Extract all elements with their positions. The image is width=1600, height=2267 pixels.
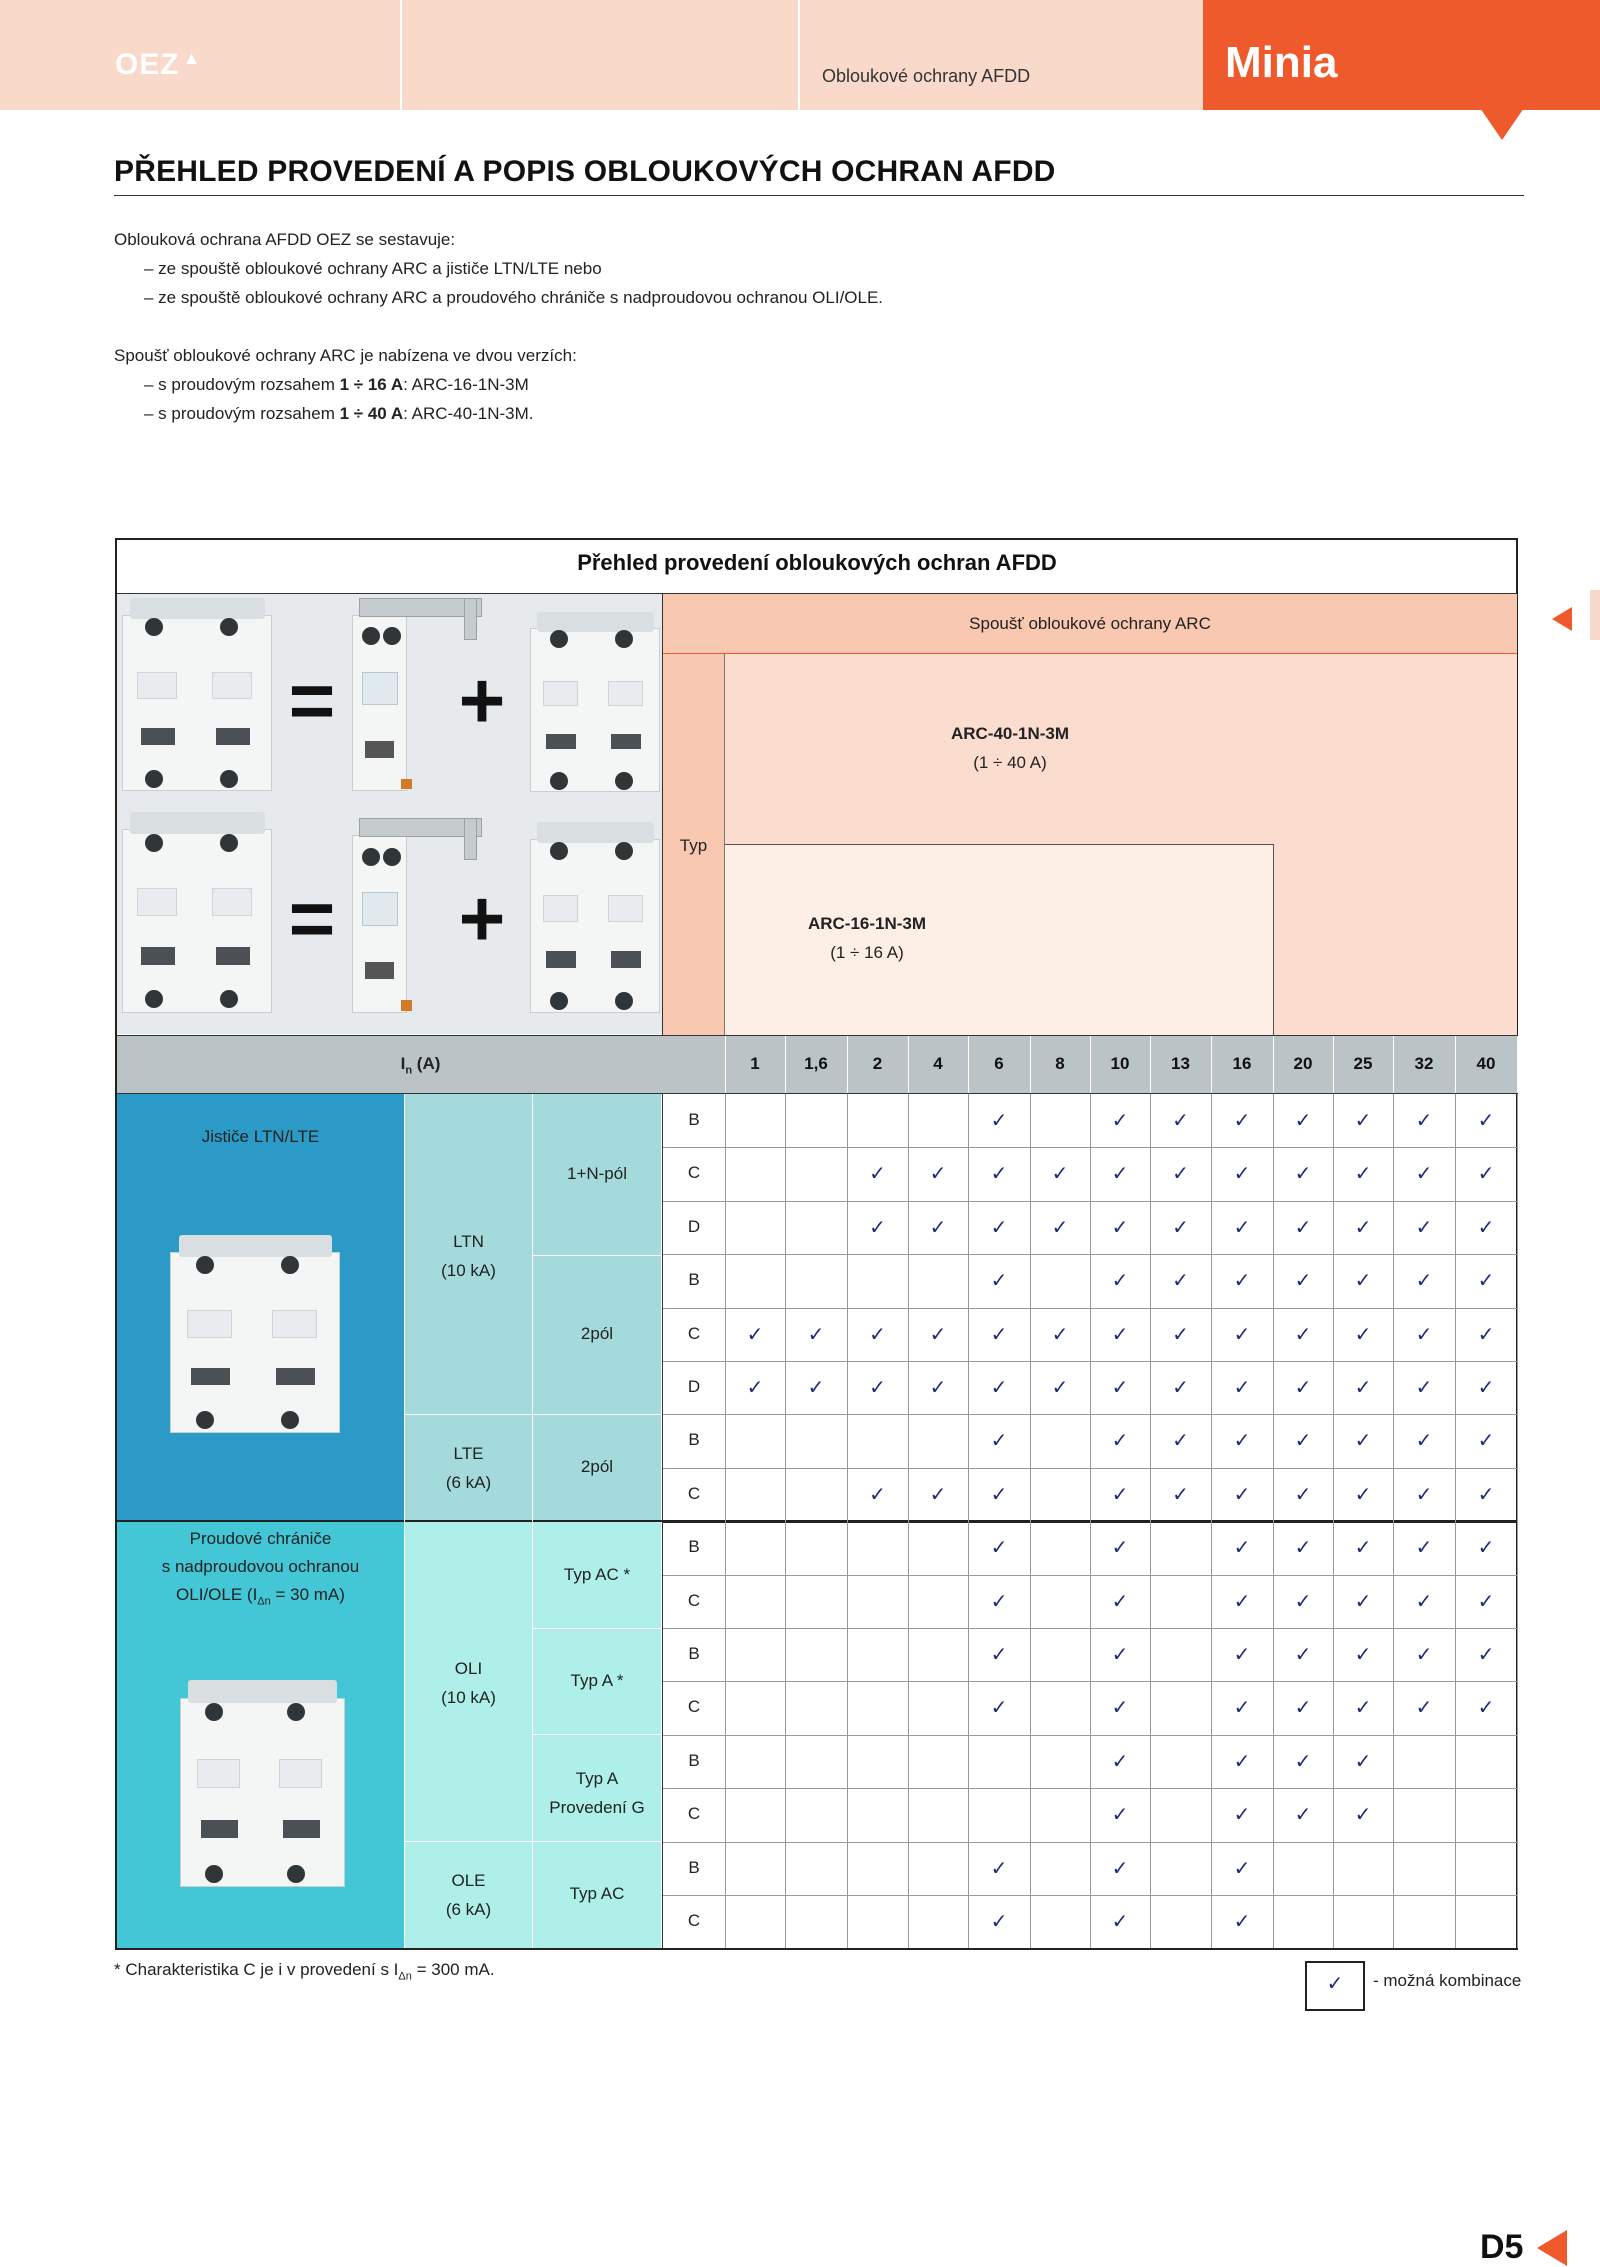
row-characteristic: B: [688, 1537, 700, 1557]
check-icon: ✓: [1354, 1323, 1372, 1346]
arc16-cell: [725, 845, 1273, 1035]
variant-label: Typ AC: [569, 1884, 625, 1903]
page-arrow-icon: [1537, 2230, 1567, 2266]
current-value: 4: [933, 1054, 943, 1073]
row-characteristic: D: [687, 1216, 701, 1236]
check-icon: ✓: [1111, 1216, 1129, 1239]
check-icon: ✓: [869, 1163, 886, 1186]
table-rule: [533, 1414, 661, 1415]
check-icon: ✓: [1172, 1163, 1189, 1186]
check-icon: ✓: [1415, 1590, 1433, 1613]
current-value: 32: [1414, 1054, 1434, 1073]
row-characteristic: B: [688, 1857, 700, 1877]
check-icon: ✓: [1415, 1377, 1433, 1399]
check-icon: ✓: [1477, 1590, 1495, 1613]
check-icon: ✓: [1294, 1163, 1312, 1186]
check-icon: ✓: [1111, 1590, 1129, 1613]
device-icon: [122, 598, 272, 808]
row-characteristic: B: [688, 1110, 700, 1129]
check-icon: ✓: [1415, 1537, 1433, 1560]
table-rule: [1455, 1036, 1456, 1093]
check-icon: ✓: [1233, 1323, 1251, 1346]
check-icon: ✓: [1477, 1270, 1495, 1293]
check-icon: ✓: [1172, 1323, 1189, 1346]
check-icon: ✓: [1233, 1430, 1251, 1453]
check-icon: ✓: [1477, 1697, 1495, 1720]
plus-symbol: +: [458, 656, 506, 745]
arc16-name: ARC-16-1N-3M: [807, 914, 927, 933]
oez-logo: OEZ ▲: [115, 48, 202, 81]
device-icon: [530, 822, 660, 1030]
check-icon: ✓: [1111, 1857, 1129, 1880]
intro-list-item: – s proudovým rozsahem 1 ÷ 40 A: ARC-40-1N-3M.: [144, 404, 534, 423]
current-value: 40: [1476, 1054, 1496, 1073]
check-icon: ✓: [990, 1323, 1008, 1346]
table-rule: [404, 1094, 405, 1948]
check-icon: ✓: [1233, 1377, 1251, 1399]
row-characteristic: B: [688, 1270, 700, 1290]
intro-list-item: – s proudovým rozsahem 1 ÷ 16 A: ARC-16-1N-3M: [144, 375, 529, 394]
table-rule: [1333, 1094, 1334, 1948]
check-icon: ✓: [1294, 1644, 1312, 1666]
variant-label: 2pól: [580, 1324, 614, 1343]
table-rule: [725, 1036, 726, 1093]
check-icon: ✓: [929, 1323, 947, 1346]
row-characteristic: C: [687, 1911, 701, 1930]
table-rule: [1150, 1094, 1151, 1948]
table-rule: [1273, 1094, 1274, 1948]
series-lte-label: LTE (6 kA): [445, 1444, 492, 1492]
check-icon: ✓: [990, 1697, 1008, 1720]
variant-label: 2pól: [580, 1457, 614, 1476]
check-icon: ✓: [1111, 1110, 1129, 1132]
footnote: * Charakteristika C je i v provedení s $I_{\Delta n} = 300$ mA.: [114, 1960, 495, 1983]
check-icon: ✓: [1233, 1537, 1251, 1560]
check-icon: ✓: [1354, 1163, 1372, 1186]
check-icon: ✓: [1415, 1163, 1433, 1186]
group-ltn-lte-label: Jističe LTN/LTE: [201, 1127, 320, 1146]
series-ltn-label: LTN (10 kA): [441, 1232, 496, 1280]
brand-title: Minia: [1225, 38, 1338, 87]
check-icon: ✓: [1477, 1537, 1495, 1560]
check-icon: ✓: [1111, 1377, 1129, 1399]
check-icon: ✓: [990, 1590, 1008, 1613]
current-value: 8: [1055, 1054, 1065, 1073]
table-rule: [533, 1734, 661, 1735]
table-rule: [968, 1036, 969, 1093]
check-icon: ✓: [1233, 1590, 1251, 1613]
variant-label: Typ A *: [570, 1671, 624, 1690]
check-icon: ✓: [1294, 1697, 1312, 1720]
table-rule: [1090, 1036, 1091, 1093]
table-rule: [1273, 1036, 1274, 1093]
table-rule: [847, 1094, 848, 1948]
check-icon: ✓: [807, 1377, 825, 1399]
table-rule: [533, 1841, 661, 1842]
check-icon: ✓: [1172, 1216, 1189, 1239]
check-icon: ✓: [1415, 1483, 1433, 1506]
current-value: 6: [994, 1054, 1004, 1073]
plus-symbol: +: [458, 874, 506, 963]
check-icon: ✓: [1477, 1483, 1495, 1506]
check-icon: ✓: [1415, 1110, 1433, 1132]
section-label: Obloukové ochrany AFDD: [822, 66, 1031, 86]
table-rule: [908, 1094, 909, 1948]
intro-text: [114, 225, 1414, 428]
check-icon: ✓: [1294, 1270, 1312, 1293]
check-icon: ✓: [1354, 1750, 1372, 1773]
current-value: 1,6: [804, 1054, 828, 1073]
check-icon: ✓: [990, 1270, 1008, 1293]
table-rule: [1211, 1094, 1212, 1948]
check-icon: ✓: [1294, 1323, 1312, 1346]
check-icon: ✓: [1051, 1323, 1069, 1346]
device-icon: [170, 1235, 340, 1450]
typ-label: Typ: [679, 836, 708, 855]
table-rule: [1455, 1094, 1456, 1948]
check-icon: ✓: [1233, 1644, 1251, 1666]
check-icon: ✓: [1354, 1110, 1372, 1132]
check-icon: ✓: [990, 1110, 1008, 1132]
check-icon: ✓: [1233, 1110, 1251, 1132]
arc16-border: [1273, 844, 1274, 1035]
check-icon: ✓: [1354, 1644, 1372, 1666]
intro-list-item: – ze spouště obloukové ochrany ARC a jističe LTN/LTE nebo: [144, 259, 602, 278]
check-icon: ✓: [1172, 1430, 1189, 1453]
header-divider: [798, 0, 800, 110]
check-icon: ✓: [1111, 1430, 1129, 1453]
device-icon: [530, 612, 660, 808]
group-oli-ole-label: Proudové chrániče s nadproudovou ochranou OLI/OLE ($I_{\Delta n} = 30$ mA): [161, 1529, 360, 1608]
table-rule: [405, 1414, 532, 1415]
check-icon: ✓: [1111, 1804, 1129, 1827]
table-rule: [1030, 1036, 1031, 1093]
series-oli-label: OLI (10 kA): [441, 1659, 496, 1707]
check-icon: ✓: [990, 1377, 1008, 1399]
intro-paragraph: Spoušť obloukové ochrany ARC je nabízena ve dvou verzích:: [114, 346, 577, 365]
check-icon: ✓: [1233, 1216, 1251, 1239]
current-value: 10: [1110, 1054, 1130, 1073]
check-icon: ✓: [1051, 1377, 1069, 1399]
intro-paragraph: Oblouková ochrana AFDD OEZ se sestavuje:: [114, 230, 456, 249]
check-icon: ✓: [1233, 1911, 1251, 1933]
check-icon: ✓: [1111, 1163, 1129, 1186]
equals-symbol: =: [288, 874, 336, 963]
check-icon: ✓: [929, 1163, 947, 1186]
check-icon: ✓: [1477, 1377, 1495, 1399]
table-rule: [1150, 1036, 1151, 1093]
current-value: 2: [872, 1054, 883, 1073]
check-icon: ✓: [990, 1911, 1008, 1933]
row-characteristic: D: [687, 1377, 701, 1396]
check-icon: ✓: [1415, 1430, 1433, 1453]
check-icon: ✓: [1294, 1110, 1312, 1132]
arc-header-label: Spoušť obloukové ochrany ARC: [969, 614, 1211, 633]
title-rule: [114, 195, 1524, 196]
check-icon: ✓: [1354, 1537, 1372, 1560]
check-icon: ✓: [1477, 1644, 1495, 1666]
check-icon: ✓: [1477, 1430, 1495, 1453]
check-icon: ✓: [1477, 1163, 1495, 1186]
check-icon: ✓: [1111, 1537, 1129, 1560]
check-icon: ✓: [1354, 1377, 1372, 1399]
table-rule: [405, 1841, 532, 1842]
check-icon: ✓: [1233, 1270, 1251, 1293]
row-characteristic: B: [688, 1644, 700, 1663]
check-icon: ✓: [746, 1377, 764, 1399]
check-icon: ✓: [929, 1377, 947, 1399]
arc40-range: (1 ÷ 40 A): [973, 753, 1047, 772]
row-characteristic: C: [687, 1590, 701, 1610]
brand-triangle-icon: [1480, 108, 1524, 140]
current-value: 20: [1293, 1054, 1313, 1073]
check-icon: ✓: [1415, 1270, 1433, 1293]
table-rule: [968, 1094, 969, 1948]
current-header-label: $I_n$ (A): [400, 1054, 441, 1077]
check-icon: ✓: [1354, 1697, 1372, 1720]
legend-label: - možná kombinace: [1373, 1971, 1522, 1990]
check-icon: ✓: [1477, 1323, 1495, 1346]
check-icon: ✓: [1111, 1483, 1129, 1506]
check-icon: ✓: [1233, 1750, 1251, 1773]
row-characteristic: C: [687, 1323, 701, 1343]
check-icon: ✓: [1294, 1377, 1312, 1399]
table-rule: [725, 1094, 726, 1948]
table-rule: [1333, 1036, 1334, 1093]
check-icon: ✓: [807, 1323, 825, 1346]
check-icon: ✓: [746, 1323, 764, 1346]
check-icon: ✓: [1415, 1216, 1433, 1239]
check-icon: ✓: [1294, 1750, 1312, 1773]
check-icon: ✓: [1415, 1697, 1433, 1720]
table-rule: [1393, 1094, 1394, 1948]
page-title: PŘEHLED PROVEDENÍ A POPIS OBLOUKOVÝCH OCHRAN AFDD: [114, 155, 1056, 188]
row-characteristic: C: [687, 1697, 701, 1717]
check-icon: ✓: [1294, 1537, 1312, 1560]
check-icon: ✓: [990, 1163, 1008, 1186]
check-icon: ✓: [1172, 1110, 1189, 1132]
equals-symbol: =: [288, 656, 336, 745]
check-icon: ✓: [990, 1644, 1008, 1666]
check-icon: ✓: [1111, 1644, 1129, 1666]
check-icon: ✓: [1111, 1911, 1129, 1933]
check-icon: ✓: [1233, 1483, 1251, 1506]
check-icon: ✓: [1294, 1804, 1312, 1827]
check-icon: ✓: [869, 1323, 886, 1346]
table-rule: [533, 1628, 661, 1629]
arc40-name: ARC-40-1N-3M: [950, 724, 1070, 743]
check-icon: ✓: [1354, 1216, 1372, 1239]
current-value: 25: [1353, 1054, 1373, 1073]
check-icon: ✓: [1326, 1973, 1344, 1995]
side-arrow-icon: [1552, 607, 1572, 631]
variant-label: 1+N-pól: [566, 1164, 627, 1183]
page-number: D5: [1480, 2228, 1524, 2266]
table-rule: [1393, 1036, 1394, 1093]
table-title: Přehled provedení obloukových ochran AFDD: [577, 550, 1057, 575]
check-icon: ✓: [1477, 1110, 1495, 1132]
check-icon: ✓: [1172, 1377, 1189, 1399]
current-value: 16: [1232, 1054, 1252, 1073]
check-icon: ✓: [1294, 1216, 1312, 1239]
check-icon: ✓: [1354, 1270, 1372, 1293]
table-rule: [724, 654, 725, 1035]
check-icon: ✓: [1233, 1804, 1251, 1827]
check-icon: ✓: [990, 1216, 1008, 1239]
table-rule: [785, 1094, 786, 1948]
check-icon: ✓: [1051, 1163, 1069, 1186]
check-icon: ✓: [1111, 1270, 1129, 1293]
table-rule: [1211, 1036, 1212, 1093]
check-icon: ✓: [1354, 1483, 1372, 1506]
device-icon: [180, 1680, 345, 1905]
row-characteristic: C: [687, 1804, 701, 1824]
check-icon: ✓: [990, 1857, 1008, 1880]
check-icon: ✓: [869, 1483, 886, 1506]
table-rule: [1090, 1094, 1091, 1948]
intro-list-item: – ze spouště obloukové ochrany ARC a proudového chrániče s nadproudovou ochranou OLI/OLE.: [144, 288, 884, 307]
check-icon: ✓: [1354, 1430, 1372, 1453]
table-rule: [1517, 1036, 1518, 1093]
check-icon: ✓: [1477, 1216, 1495, 1239]
check-icon: ✓: [1233, 1163, 1251, 1186]
table-rule: [908, 1036, 909, 1093]
current-value: 1: [750, 1054, 760, 1073]
row-characteristic: C: [687, 1483, 701, 1503]
check-icon: ✓: [869, 1216, 886, 1239]
side-tab: [1590, 590, 1600, 640]
row-characteristic: C: [687, 1163, 701, 1183]
check-icon: ✓: [1111, 1323, 1129, 1346]
check-icon: ✓: [929, 1483, 947, 1506]
check-icon: ✓: [1294, 1483, 1312, 1506]
check-icon: ✓: [1354, 1590, 1372, 1613]
check-icon: ✓: [990, 1537, 1008, 1560]
check-icon: ✓: [1111, 1750, 1129, 1773]
check-icon: ✓: [1415, 1323, 1433, 1346]
check-icon: ✓: [1172, 1483, 1189, 1506]
check-icon: ✓: [1294, 1590, 1312, 1613]
table-rule: [662, 594, 663, 1036]
check-icon: ✓: [1294, 1430, 1312, 1453]
table-rule: [533, 1255, 661, 1256]
check-icon: ✓: [1354, 1804, 1372, 1827]
logo-triangle-icon: ▲: [182, 48, 202, 68]
arc16-border: [725, 844, 1273, 845]
check-icon: ✓: [1415, 1644, 1433, 1666]
table-rule: [1517, 1094, 1518, 1948]
table-rule: [847, 1036, 848, 1093]
table-rule: [1030, 1094, 1031, 1948]
variant-label: Typ A Provedení G: [549, 1769, 645, 1817]
check-icon: ✓: [1233, 1697, 1251, 1720]
device-icon: [122, 812, 272, 1030]
arc16-range: (1 ÷ 16 A): [830, 943, 904, 962]
check-icon: ✓: [1233, 1857, 1251, 1880]
check-icon: ✓: [1051, 1216, 1069, 1239]
check-icon: ✓: [1111, 1697, 1129, 1720]
current-value: 13: [1171, 1054, 1190, 1073]
check-icon: ✓: [990, 1483, 1008, 1506]
check-icon: ✓: [929, 1216, 947, 1239]
variant-label: Typ AC *: [563, 1565, 631, 1584]
header-divider: [400, 0, 402, 110]
table-rule: [663, 653, 1517, 654]
check-icon: ✓: [869, 1377, 886, 1399]
check-icon: ✓: [990, 1430, 1008, 1453]
check-icon: ✓: [1172, 1270, 1189, 1293]
row-characteristic: B: [688, 1750, 700, 1770]
table-rule: [785, 1036, 786, 1093]
row-characteristic: B: [688, 1430, 700, 1450]
series-ole-label: OLE (6 kA): [445, 1871, 492, 1919]
